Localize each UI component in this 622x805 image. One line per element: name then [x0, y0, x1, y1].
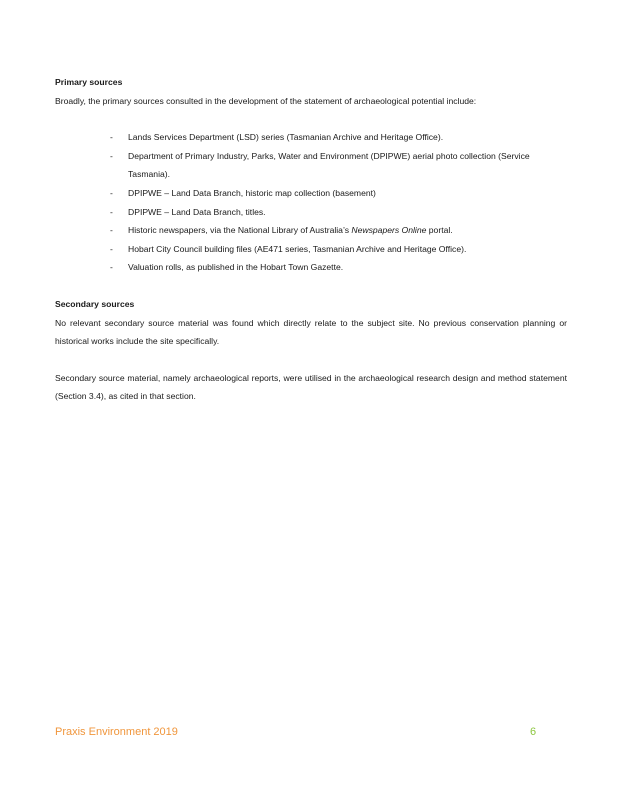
list-item-text: DPIPWE – Land Data Branch, historic map collection (basement) — [128, 187, 376, 198]
secondary-sources-paragraph-1: No relevant secondary source material was found which directly relate to the subject site. No previous conservation planning or historical works include the site specifically. — [55, 317, 567, 347]
list-item — [55, 147, 567, 184]
page-body — [55, 73, 567, 406]
primary-sources-heading: Primary sources — [55, 77, 123, 87]
list-item-text: Department of Primary Industry, Parks, Water and Environment (DPIPWE) aerial photo collection (Service Tasmania). — [128, 150, 530, 180]
bullet-dash: - — [110, 206, 113, 217]
list-item — [55, 240, 567, 259]
footer-organisation: Praxis Environment 2019 — [55, 726, 178, 738]
secondary-sources-paragraph-2: Secondary source material, namely archaeological reports, were utilised in the archaeological research design and method statement (Section 3.4), as cited in that section. — [55, 372, 567, 402]
list-item-text-before: Historic newspapers, via the National Library of Australia’s — [128, 225, 352, 236]
list-item-text: Valuation rolls, as published in the Hobart Town Gazette. — [128, 262, 344, 273]
spacer — [55, 277, 567, 295]
list-item-text: Hobart City Council building files (AE471 series, Tasmanian Archive and Heritage Office). — [128, 243, 467, 254]
bullet-dash: - — [110, 132, 113, 143]
list-item-text: Lands Services Department (LSD) series (Tasmanian Archive and Heritage Office). — [128, 132, 444, 143]
primary-sources-intro: Broadly, the primary sources consulted in the development of the statement of archaeological potential include: — [55, 95, 477, 106]
secondary-sources-heading: Secondary sources — [55, 298, 135, 309]
newspapers-online-title: Newspapers Online — [351, 225, 427, 236]
bullet-dash: - — [110, 262, 113, 273]
bullet-dash: - — [110, 225, 113, 236]
list-item — [55, 221, 567, 240]
list-item — [55, 128, 567, 147]
list-item-text-after: portal. — [426, 225, 453, 236]
list-item — [55, 203, 567, 222]
list-item-text: DPIPWE – Land Data Branch, titles. — [128, 206, 266, 217]
list-item — [55, 258, 567, 277]
bullet-dash: - — [110, 187, 113, 198]
primary-sources-list — [55, 128, 567, 277]
footer-page-number: 6 — [530, 726, 537, 738]
list-item — [55, 184, 567, 203]
bullet-dash: - — [110, 150, 113, 161]
spacer — [55, 351, 567, 369]
bullet-dash: - — [110, 243, 113, 254]
